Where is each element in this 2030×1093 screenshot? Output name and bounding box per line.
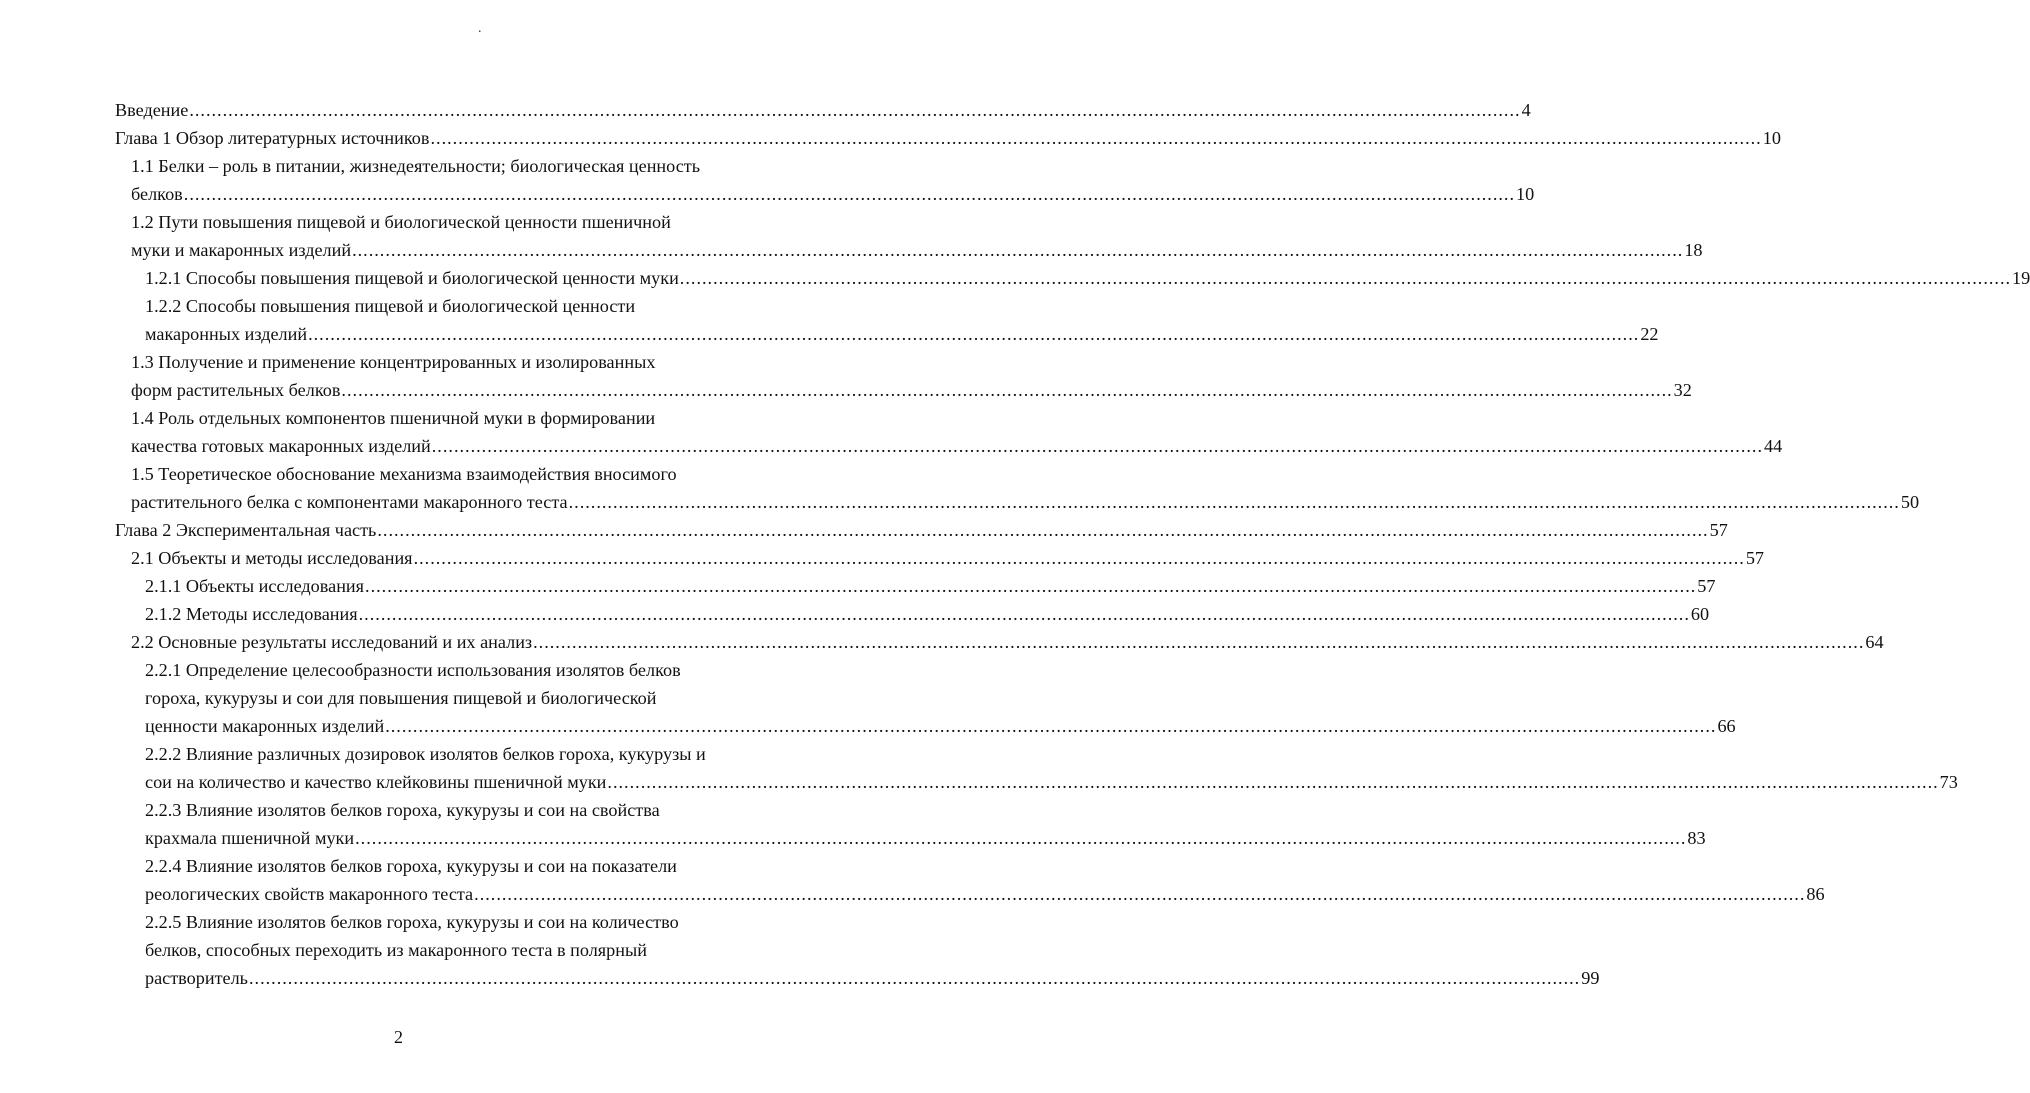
toc-entry-chapter-1	[0, 124, 1781, 152]
dot-leader: ................................................................................................................................................................................................................................................	[352, 240, 1684, 260]
dot-leader: ................................................................................................................................................................................................................................................	[248, 968, 1581, 988]
dot-leader: ................................................................................................................................................................................................................................................	[341, 380, 1673, 400]
toc-entry-title-line: белков, способных переходить из макаронного теста в полярный	[145, 940, 647, 960]
toc-entry-page: 57	[1745, 548, 1764, 568]
dot-leader: ................................................................................................................................................................................................................................................	[413, 548, 1745, 568]
toc-entry-2-1-2	[0, 600, 1710, 628]
dot-leader: ................................................................................................................................................................................................................................................	[377, 520, 1709, 540]
toc-entry-page: 57	[1709, 520, 1728, 540]
toc-entry-page: 50	[1900, 492, 1920, 512]
toc-entry-title: 2.1.1 Объекты исследования	[145, 576, 365, 596]
page-number: 2	[394, 1027, 403, 1047]
toc-entry-2-2-3	[0, 796, 1706, 852]
toc-entry-page: 64	[1865, 632, 1884, 652]
toc-entry-title: 1.2.1 Способы повышения пищевой и биологической ценности муки	[145, 268, 679, 288]
dot-leader: ................................................................................................................................................................................................................................................	[431, 436, 1763, 456]
toc-entry-chapter-2	[0, 516, 1728, 544]
dot-leader: ................................................................................................................................................................................................................................................	[474, 884, 1806, 904]
table-of-contents	[0, 96, 2030, 992]
toc-entry-page: 73	[1939, 772, 1958, 792]
toc-entry-title-line: 2.2.3 Влияние изолятов белков гороха, кукурузы и сои на свойства	[145, 800, 660, 820]
toc-entry-title: белков	[131, 184, 183, 204]
toc-entry-page: 86	[1806, 884, 1825, 904]
toc-entry-page: 83	[1687, 828, 1706, 848]
toc-entry-2-1	[0, 544, 1764, 572]
toc-entry-1-2-2	[0, 292, 1659, 348]
toc-entry-1-5	[0, 460, 1920, 516]
dot-leader: ................................................................................................................................................................................................................................................	[607, 772, 1939, 792]
toc-entry-page: 60	[1690, 604, 1710, 624]
toc-entry-title: муки и макаронных изделий	[131, 240, 352, 260]
toc-entry-page: 32	[1673, 380, 1692, 400]
dot-leader: ................................................................................................................................................................................................................................................	[679, 268, 2012, 288]
toc-entry-title-line: 1.4 Роль отдельных компонентов пшеничной муки в формировании	[131, 408, 656, 428]
toc-entry-page: 10	[1516, 184, 1535, 204]
toc-entry-1-2	[0, 208, 1703, 264]
toc-entry-2-1-1	[0, 572, 1716, 600]
toc-entry-title: крахмала пшеничной муки	[145, 828, 355, 848]
toc-entry-title: форм растительных белков	[131, 380, 341, 400]
toc-entry-2-2-2	[0, 740, 1958, 796]
dot-leader: ................................................................................................................................................................................................................................................	[385, 716, 1717, 736]
dot-leader: ................................................................................................................................................................................................................................................	[568, 492, 1900, 512]
dot-leader: ................................................................................................................................................................................................................................................	[189, 100, 1521, 120]
toc-entry-page: 99	[1581, 968, 1600, 988]
toc-entry-title-line: 1.1 Белки – роль в питании, жизнедеятельности; биологическая ценность	[131, 156, 701, 176]
toc-entry-title: Глава 1 Обзор литературных источников	[115, 128, 430, 148]
toc-entry-title: 2.1.2 Методы исследования	[145, 604, 358, 624]
toc-entry-1-4	[0, 404, 1783, 460]
toc-entry-page: 19	[2012, 268, 2030, 288]
dot-leader: ................................................................................................................................................................................................................................................	[183, 184, 1516, 204]
toc-entry-page: 44	[1764, 436, 1783, 456]
toc-entry-1-2-1	[0, 264, 2030, 292]
toc-entry-title-line: 1.5 Теоретическое обоснование механизма взаимодействия вносимого	[131, 464, 677, 484]
toc-entry-1-3	[0, 348, 1692, 404]
toc-entry-title-line: гороха, кукурузы и сои для повышения пищевой и биологической	[145, 688, 657, 708]
toc-entry-page: 22	[1640, 324, 1659, 344]
toc-entry-title-line: 2.2.1 Определение целесообразности использования изолятов белков	[145, 660, 681, 680]
dot-leader: ................................................................................................................................................................................................................................................	[430, 128, 1762, 148]
toc-entry-page: 10	[1762, 128, 1781, 148]
toc-entry-introduction	[0, 96, 1531, 124]
toc-entry-page: 66	[1717, 716, 1736, 736]
toc-entry-title: растворитель	[145, 968, 248, 988]
toc-entry-title: ценности макаронных изделий	[145, 716, 385, 736]
toc-entry-2-2	[0, 628, 1884, 656]
toc-entry-2-2-1	[0, 656, 1736, 740]
dot-leader: ................................................................................................................................................................................................................................................	[355, 828, 1687, 848]
toc-entry-1-1	[0, 152, 1535, 208]
toc-entry-title: 2.1 Объекты и методы исследования	[131, 548, 413, 568]
toc-entry-title: качества готовых макаронных изделий	[131, 436, 431, 456]
dot-leader: ................................................................................................................................................................................................................................................	[365, 576, 1697, 596]
toc-entry-2-2-5	[0, 908, 1600, 992]
dot-leader: ................................................................................................................................................................................................................................................	[308, 324, 1640, 344]
toc-entry-title-line: 2.2.5 Влияние изолятов белков гороха, кукурузы и сои на количество	[145, 912, 679, 932]
toc-entry-title: Введение	[115, 100, 189, 120]
toc-entry-title: сои на количество и качество клейковины пшеничной муки	[145, 772, 607, 792]
toc-entry-page: 18	[1684, 240, 1703, 260]
toc-entry-title: 2.2 Основные результаты исследований и их анализ	[131, 632, 533, 652]
toc-entry-title: макаронных изделий	[145, 324, 308, 344]
top-mark: .	[478, 21, 482, 36]
toc-entry-title: Глава 2 Экспериментальная часть	[115, 520, 377, 540]
dot-leader: ................................................................................................................................................................................................................................................	[358, 604, 1690, 624]
toc-entry-page: 57	[1697, 576, 1716, 596]
toc-entry-2-2-4	[0, 852, 1825, 908]
toc-entry-title: реологических свойств макаронного теста	[145, 884, 474, 904]
toc-entry-title-line: 1.2 Пути повышения пищевой и биологической ценности пшеничной	[131, 212, 671, 232]
toc-entry-page: 4	[1521, 100, 1531, 120]
toc-entry-title-line: 1.3 Получение и применение концентрированных и изолированных	[131, 352, 656, 372]
toc-entry-title-line: 1.2.2 Способы повышения пищевой и биологической ценности	[145, 296, 636, 316]
toc-entry-title-line: 2.2.4 Влияние изолятов белков гороха, кукурузы и сои на показатели	[145, 856, 677, 876]
toc-entry-title: растительного белка с компонентами макаронного теста	[131, 492, 568, 512]
dot-leader: ................................................................................................................................................................................................................................................	[533, 632, 1865, 652]
toc-entry-title-line: 2.2.2 Влияние различных дозировок изолятов белков гороха, кукурузы и	[145, 744, 706, 764]
